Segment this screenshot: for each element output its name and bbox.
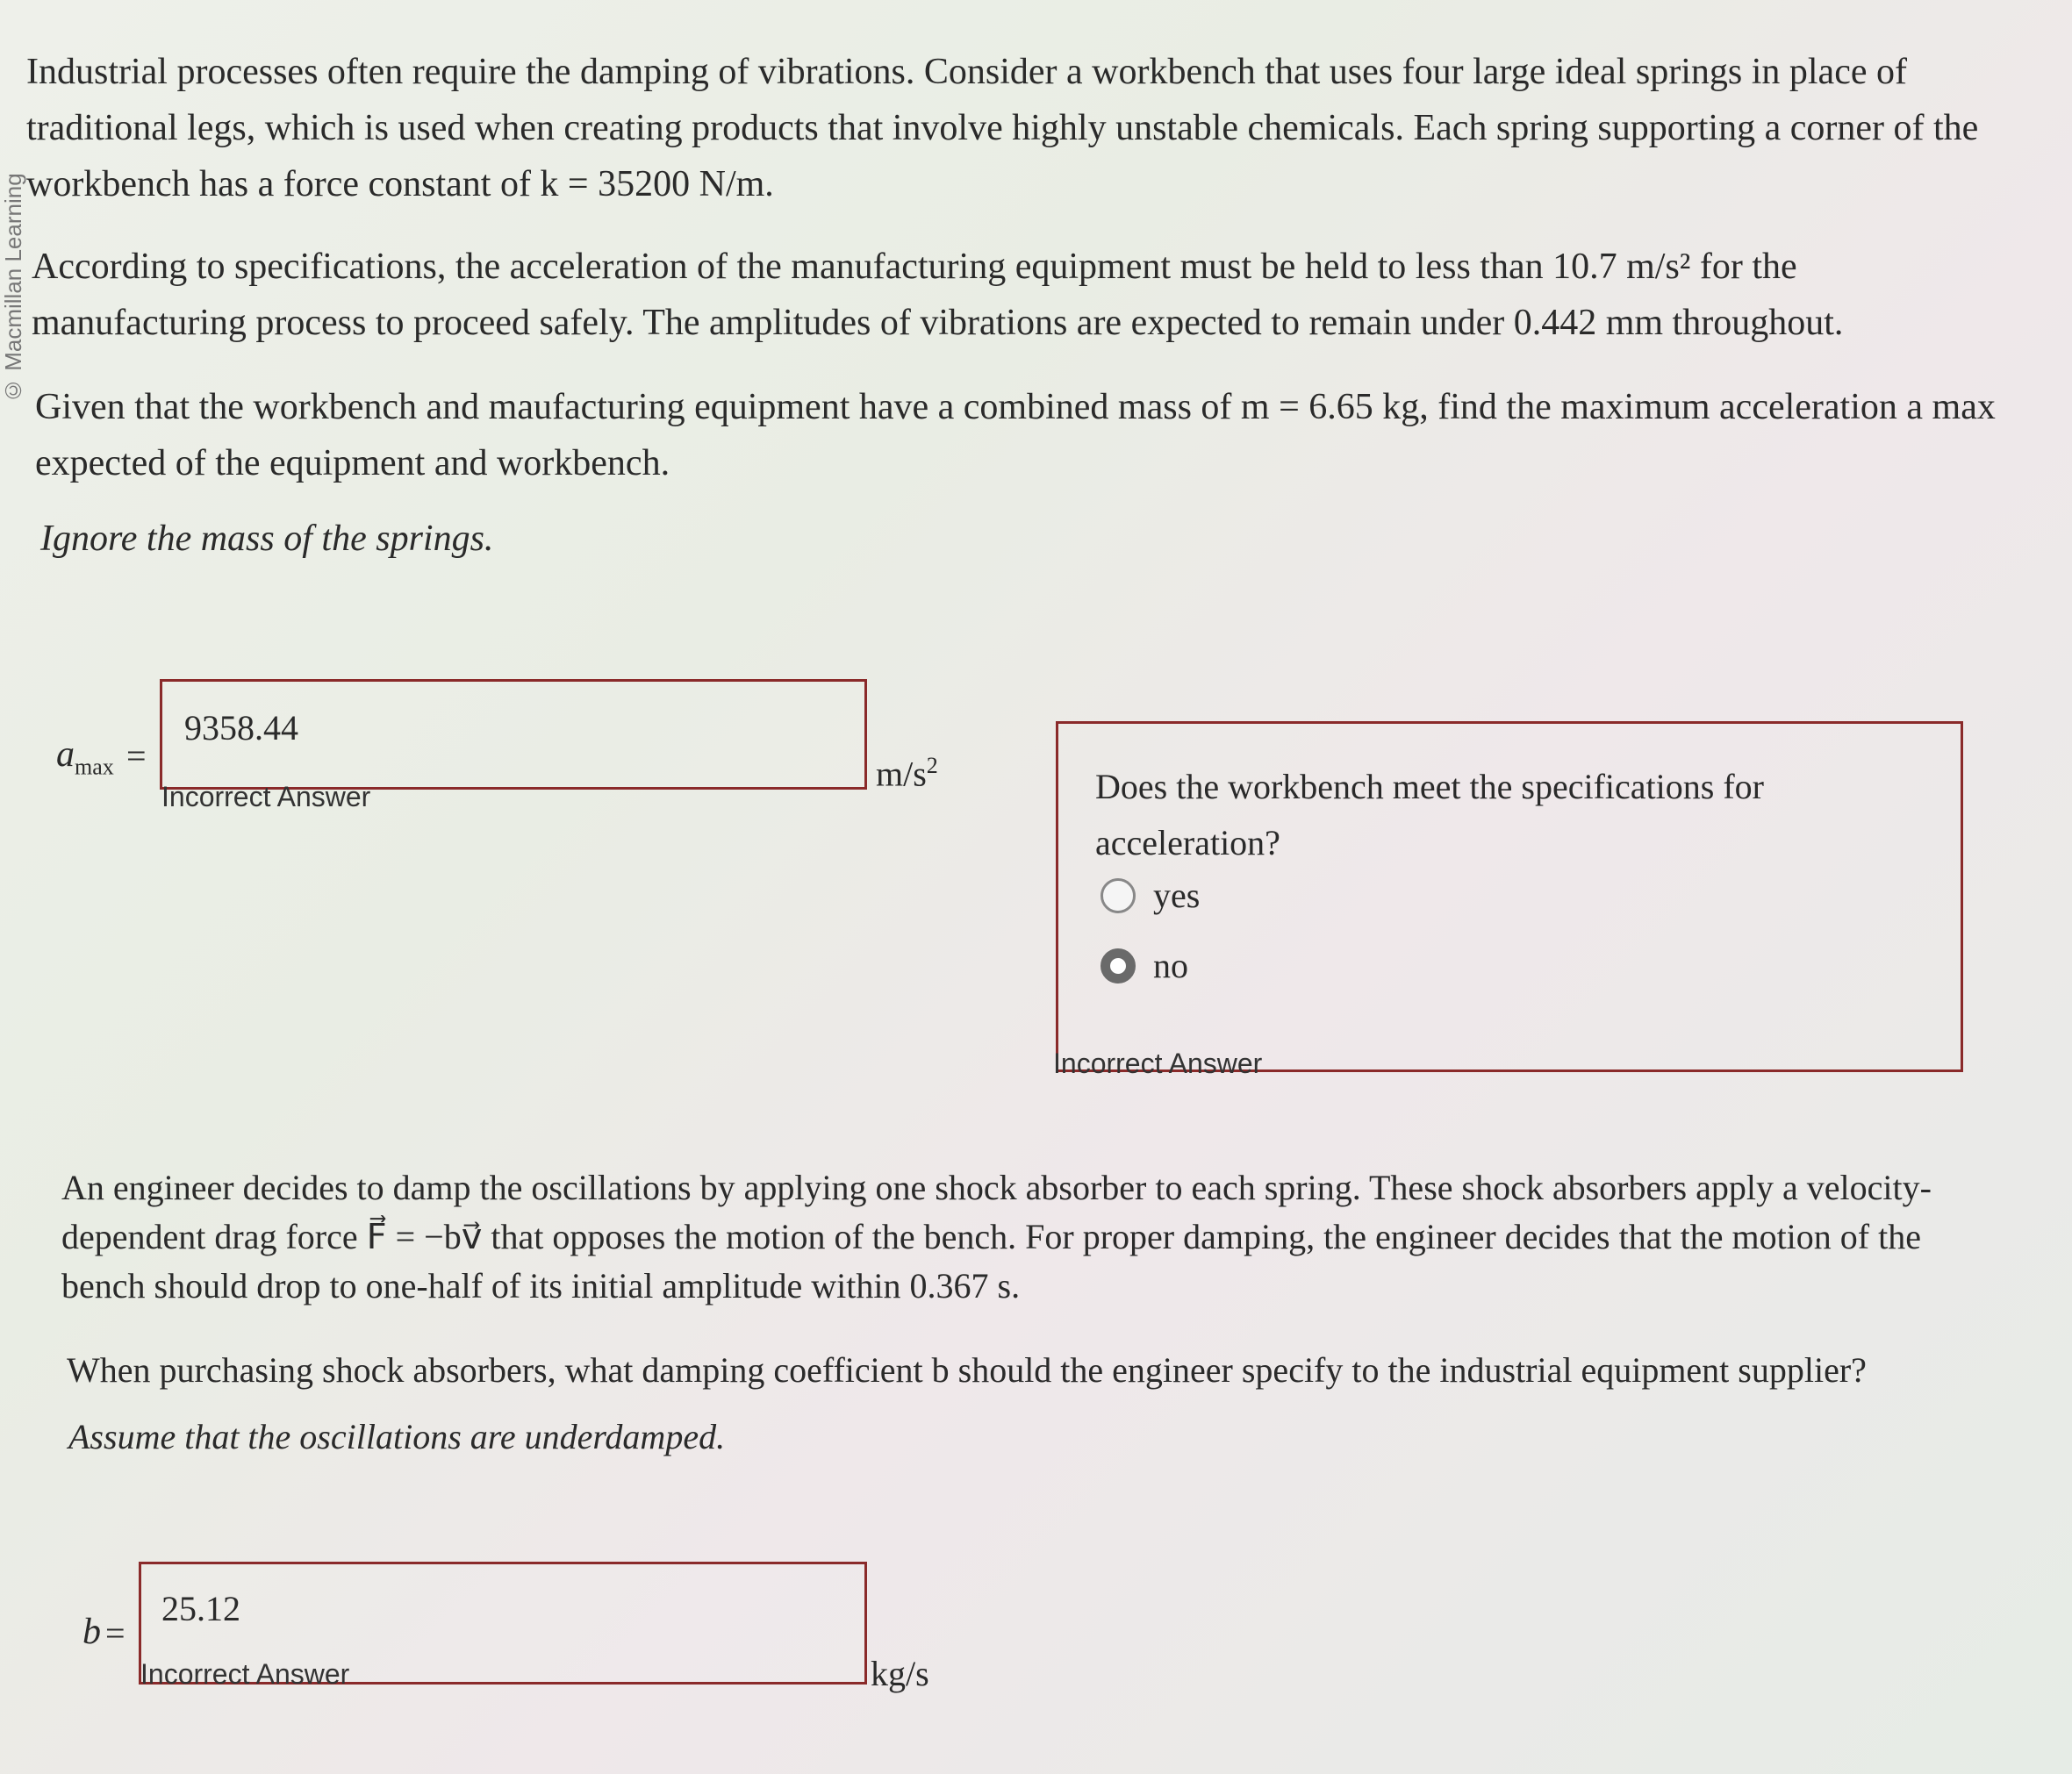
copyright-watermark: © Macmillan Learning — [0, 173, 26, 404]
option-no[interactable] — [1101, 945, 1188, 986]
amax-unit — [876, 753, 938, 794]
radio-no-icon[interactable] — [1101, 948, 1136, 984]
b-feedback: Incorrect Answer — [140, 1658, 350, 1690]
option-yes[interactable] — [1101, 875, 1200, 916]
spec-question-prompt: Does the workbench meet the specifications for acceleration? — [1095, 767, 1764, 862]
spec-feedback: Incorrect Answer — [1053, 1048, 1263, 1079]
damping-paragraph-2: When purchasing shock absorbers, what damping coefficient b should the engineer specify to the industrial equipment supplier? — [67, 1350, 1867, 1390]
amax-feedback: Incorrect Answer — [161, 781, 371, 812]
spec-question-box — [1056, 721, 1963, 1072]
radio-yes-icon[interactable] — [1101, 878, 1136, 913]
b-label: b — [82, 1612, 101, 1652]
damping-paragraph-1: An engineer decides to damp the oscillations by applying one shock absorber to each spring. These shock absorbers apply a velocity-dependent drag force F⃗ = −bv⃗ that opposes the motion of the bench. For proper damping, the engineer decides that the motion of the bench should drop to one-half of its initial amplitude within 0.367 s. — [61, 1168, 1932, 1305]
b-unit: kg/s — [871, 1654, 929, 1693]
amax-unit-exp: 2 — [926, 753, 938, 778]
intro-paragraph-1: Industrial processes often require the damping of vibrations. Consider a workbench that uses four large ideal springs in place of traditional legs, which is used when creating products that involve highly unstable chemicals. Each spring supporting a corner of the workbench has a force constant of k = 35200 N/m. — [26, 52, 1979, 204]
option-yes-label: yes — [1153, 876, 1201, 915]
damping-note: Assume that the oscillations are underdamped. — [68, 1417, 726, 1456]
b-equals: = — [105, 1613, 125, 1653]
amax-label — [56, 733, 114, 780]
amax-answer-value: 9358.44 — [184, 708, 298, 748]
intro-paragraph-3: Given that the workbench and maufacturing equipment have a combined mass of m = 6.65 kg, find the maximum acceleration a max expected of the equipment and workbench. — [35, 387, 1996, 483]
amax-label-sub: max — [75, 754, 114, 780]
amax-label-var: a — [56, 734, 75, 775]
intro-paragraph-2: According to specifications, the acceleration of the manufacturing equipment must be held to less than 10.7 m/s² for the manufacturing process to proceed safely. The amplitudes of vibrations are expected to remain under 0.442 mm throughout. — [32, 247, 1844, 343]
amax-unit-base: m/s — [876, 754, 927, 794]
option-no-label: no — [1153, 946, 1188, 985]
intro-note: Ignore the mass of the springs. — [40, 519, 494, 559]
amax-equals: = — [126, 736, 147, 776]
b-answer-value: 25.12 — [161, 1589, 240, 1628]
